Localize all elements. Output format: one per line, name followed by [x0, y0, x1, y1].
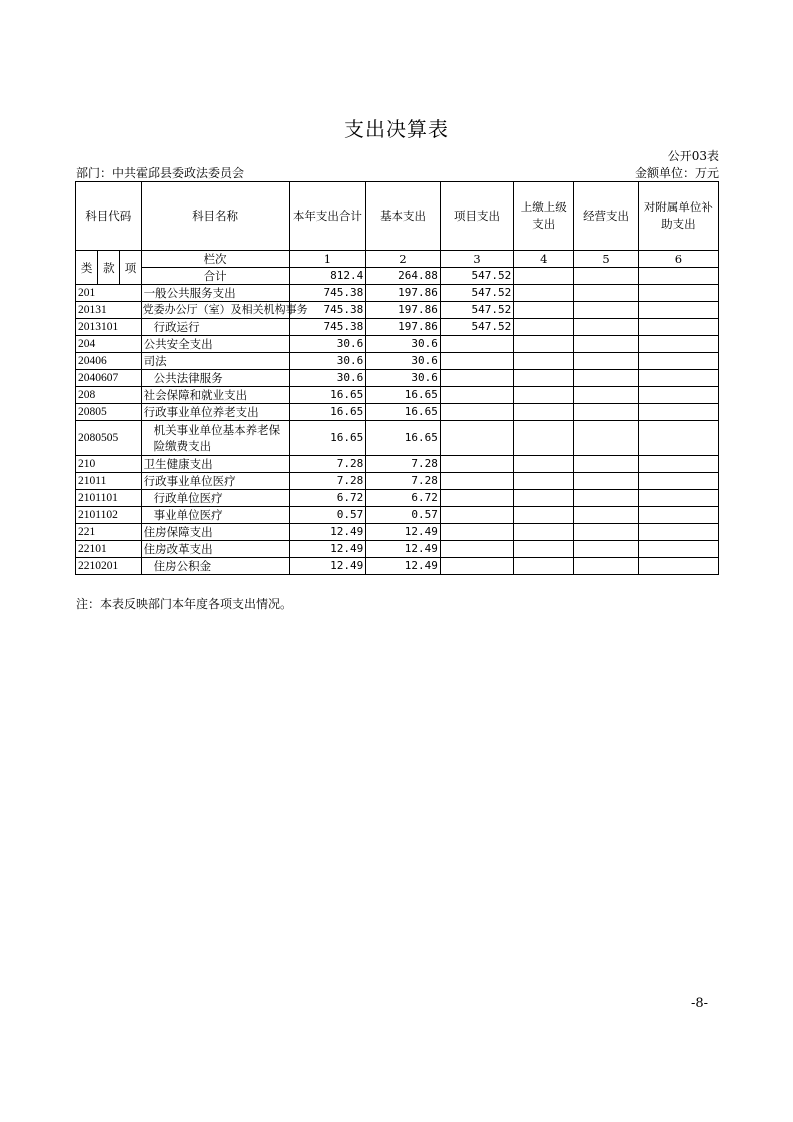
row-basic: 0.57 — [366, 507, 441, 524]
row-project — [440, 387, 513, 404]
col-index-5: 5 — [574, 251, 639, 268]
table-row — [76, 541, 719, 558]
row-project — [440, 336, 513, 353]
table-row — [76, 285, 719, 302]
total-value: 812.4 — [289, 268, 366, 285]
row-project — [440, 507, 513, 524]
row-subsidy — [638, 541, 718, 558]
table-row — [76, 319, 719, 336]
header-upper: 上缴上级支出 — [514, 182, 574, 251]
table-row — [76, 507, 719, 524]
row-code: 2013101 — [76, 319, 142, 336]
row-upper — [514, 336, 574, 353]
row-business — [574, 319, 639, 336]
row-project — [440, 558, 513, 575]
row-code: 201 — [76, 285, 142, 302]
row-basic: 197.86 — [366, 319, 441, 336]
row-business — [574, 524, 639, 541]
row-subsidy — [638, 421, 718, 456]
row-name: 事业单位医疗 — [141, 507, 289, 524]
total-subsidy — [638, 268, 718, 285]
row-business — [574, 404, 639, 421]
row-business — [574, 285, 639, 302]
header-total: 本年支出合计 — [289, 182, 366, 251]
row-code: 221 — [76, 524, 142, 541]
row-name: 一般公共服务支出 — [141, 285, 289, 302]
row-total: 12.49 — [289, 524, 366, 541]
row-upper — [514, 456, 574, 473]
table-row — [76, 524, 719, 541]
row-basic: 30.6 — [366, 336, 441, 353]
row-business — [574, 490, 639, 507]
row-code: 2101101 — [76, 490, 142, 507]
row-upper — [514, 541, 574, 558]
row-upper — [514, 387, 574, 404]
footnote: 注：本表反映部门本年度各项支出情况。 — [76, 597, 293, 611]
row-code: 2040607 — [76, 370, 142, 387]
row-total: 12.49 — [289, 558, 366, 575]
row-total: 30.6 — [289, 353, 366, 370]
row-subsidy — [638, 404, 718, 421]
table-row — [76, 353, 719, 370]
row-business — [574, 302, 639, 319]
row-upper — [514, 302, 574, 319]
row-upper — [514, 421, 574, 456]
row-subsidy — [638, 490, 718, 507]
table-row — [76, 490, 719, 507]
row-name: 行政运行 — [141, 319, 289, 336]
row-basic: 30.6 — [366, 370, 441, 387]
row-code: 22101 — [76, 541, 142, 558]
row-project — [440, 524, 513, 541]
row-name: 司法 — [141, 353, 289, 370]
row-basic: 16.65 — [366, 421, 441, 456]
row-total: 745.38 — [289, 285, 366, 302]
row-name: 公共法律服务 — [141, 370, 289, 387]
row-subsidy — [638, 353, 718, 370]
row-total: 7.28 — [289, 456, 366, 473]
row-basic: 16.65 — [366, 404, 441, 421]
row-subsidy — [638, 456, 718, 473]
row-basic: 197.86 — [366, 302, 441, 319]
row-name: 行政事业单位医疗 — [141, 473, 289, 490]
row-project — [440, 404, 513, 421]
row-total: 0.57 — [289, 507, 366, 524]
row-project — [440, 456, 513, 473]
row-business — [574, 353, 639, 370]
row-basic: 12.49 — [366, 558, 441, 575]
header-basic: 基本支出 — [366, 182, 441, 251]
header-subject-name: 科目名称 — [141, 182, 289, 251]
row-total: 16.65 — [289, 387, 366, 404]
row-subsidy — [638, 370, 718, 387]
table-row — [76, 370, 719, 387]
row-upper — [514, 285, 574, 302]
row-basic: 12.49 — [366, 524, 441, 541]
row-business — [574, 473, 639, 490]
col-index-6: 6 — [638, 251, 718, 268]
row-upper — [514, 404, 574, 421]
row-upper — [514, 353, 574, 370]
header-lanci: 栏次 — [141, 251, 289, 268]
row-subsidy — [638, 319, 718, 336]
row-basic: 7.28 — [366, 456, 441, 473]
row-subsidy — [638, 336, 718, 353]
total-project: 547.52 — [440, 268, 513, 285]
table-row — [76, 387, 719, 404]
row-project: 547.52 — [440, 302, 513, 319]
row-code: 2101102 — [76, 507, 142, 524]
unit-label: 金额单位：万元 — [634, 166, 719, 180]
row-project — [440, 473, 513, 490]
table-row — [76, 302, 719, 319]
col-index-4: 4 — [514, 251, 574, 268]
page-number: -8- — [691, 996, 709, 1011]
row-name: 住房公积金 — [141, 558, 289, 575]
row-basic: 197.86 — [366, 285, 441, 302]
header-xiang: 项 — [120, 251, 141, 285]
row-total: 745.38 — [289, 302, 366, 319]
row-upper — [514, 370, 574, 387]
row-basic: 6.72 — [366, 490, 441, 507]
row-total: 16.65 — [289, 421, 366, 456]
row-business — [574, 370, 639, 387]
row-upper — [514, 558, 574, 575]
row-subsidy — [638, 302, 718, 319]
table-row — [76, 336, 719, 353]
row-basic: 30.6 — [366, 353, 441, 370]
row-total: 745.38 — [289, 319, 366, 336]
col-index-1: 1 — [289, 251, 366, 268]
header-subsidy: 对附属单位补助支出 — [638, 182, 718, 251]
row-business — [574, 456, 639, 473]
row-upper — [514, 473, 574, 490]
row-code: 20131 — [76, 302, 142, 319]
expenditure-table — [75, 181, 719, 575]
row-code: 2210201 — [76, 558, 142, 575]
page-title: 支出决算表 — [344, 117, 449, 141]
row-subsidy — [638, 558, 718, 575]
row-name: 机关事业单位基本养老保险缴费支出 — [141, 421, 289, 456]
row-business — [574, 507, 639, 524]
total-label: 合计 — [141, 268, 289, 285]
table-row — [76, 456, 719, 473]
row-name: 行政事业单位养老支出 — [141, 404, 289, 421]
row-name: 住房保障支出 — [141, 524, 289, 541]
row-project — [440, 490, 513, 507]
row-upper — [514, 524, 574, 541]
table-row — [76, 421, 719, 456]
row-subsidy — [638, 387, 718, 404]
row-name: 党委办公厅（室）及相关机构事务 — [141, 302, 289, 319]
row-code: 21011 — [76, 473, 142, 490]
row-project: 547.52 — [440, 285, 513, 302]
row-code: 210 — [76, 456, 142, 473]
header-lei: 类 — [76, 251, 98, 285]
row-total: 6.72 — [289, 490, 366, 507]
row-project — [440, 541, 513, 558]
row-project: 547.52 — [440, 319, 513, 336]
row-name: 公共安全支出 — [141, 336, 289, 353]
row-subsidy — [638, 524, 718, 541]
row-name: 住房改革支出 — [141, 541, 289, 558]
header-business: 经营支出 — [574, 182, 639, 251]
table-row — [76, 404, 719, 421]
row-basic: 16.65 — [366, 387, 441, 404]
row-business — [574, 541, 639, 558]
row-code: 20805 — [76, 404, 142, 421]
row-name: 行政单位医疗 — [141, 490, 289, 507]
row-subsidy — [638, 473, 718, 490]
table-row — [76, 558, 719, 575]
row-name: 社会保障和就业支出 — [141, 387, 289, 404]
header-kuan: 款 — [98, 251, 120, 285]
row-total: 30.6 — [289, 336, 366, 353]
row-business — [574, 387, 639, 404]
row-total: 16.65 — [289, 404, 366, 421]
row-code: 204 — [76, 336, 142, 353]
row-subsidy — [638, 285, 718, 302]
row-business — [574, 558, 639, 575]
row-project — [440, 370, 513, 387]
row-upper — [514, 490, 574, 507]
total-upper — [514, 268, 574, 285]
row-upper — [514, 319, 574, 336]
col-index-3: 3 — [440, 251, 513, 268]
row-upper — [514, 507, 574, 524]
row-total: 12.49 — [289, 541, 366, 558]
row-project — [440, 421, 513, 456]
table-row — [76, 473, 719, 490]
row-code: 2080505 — [76, 421, 142, 456]
row-business — [574, 336, 639, 353]
form-code: 公开03表 — [667, 149, 719, 163]
total-business — [574, 268, 639, 285]
row-basic: 12.49 — [366, 541, 441, 558]
header-subject-code: 科目代码 — [76, 182, 142, 251]
row-subsidy — [638, 507, 718, 524]
col-index-2: 2 — [366, 251, 441, 268]
row-total: 7.28 — [289, 473, 366, 490]
row-code: 20406 — [76, 353, 142, 370]
row-basic: 7.28 — [366, 473, 441, 490]
row-name: 卫生健康支出 — [141, 456, 289, 473]
department-label: 部门：中共霍邱县委政法委员会 — [76, 166, 245, 180]
total-basic: 264.88 — [366, 268, 441, 285]
row-code: 208 — [76, 387, 142, 404]
row-business — [574, 421, 639, 456]
row-total: 30.6 — [289, 370, 366, 387]
row-project — [440, 353, 513, 370]
header-project: 项目支出 — [440, 182, 513, 251]
